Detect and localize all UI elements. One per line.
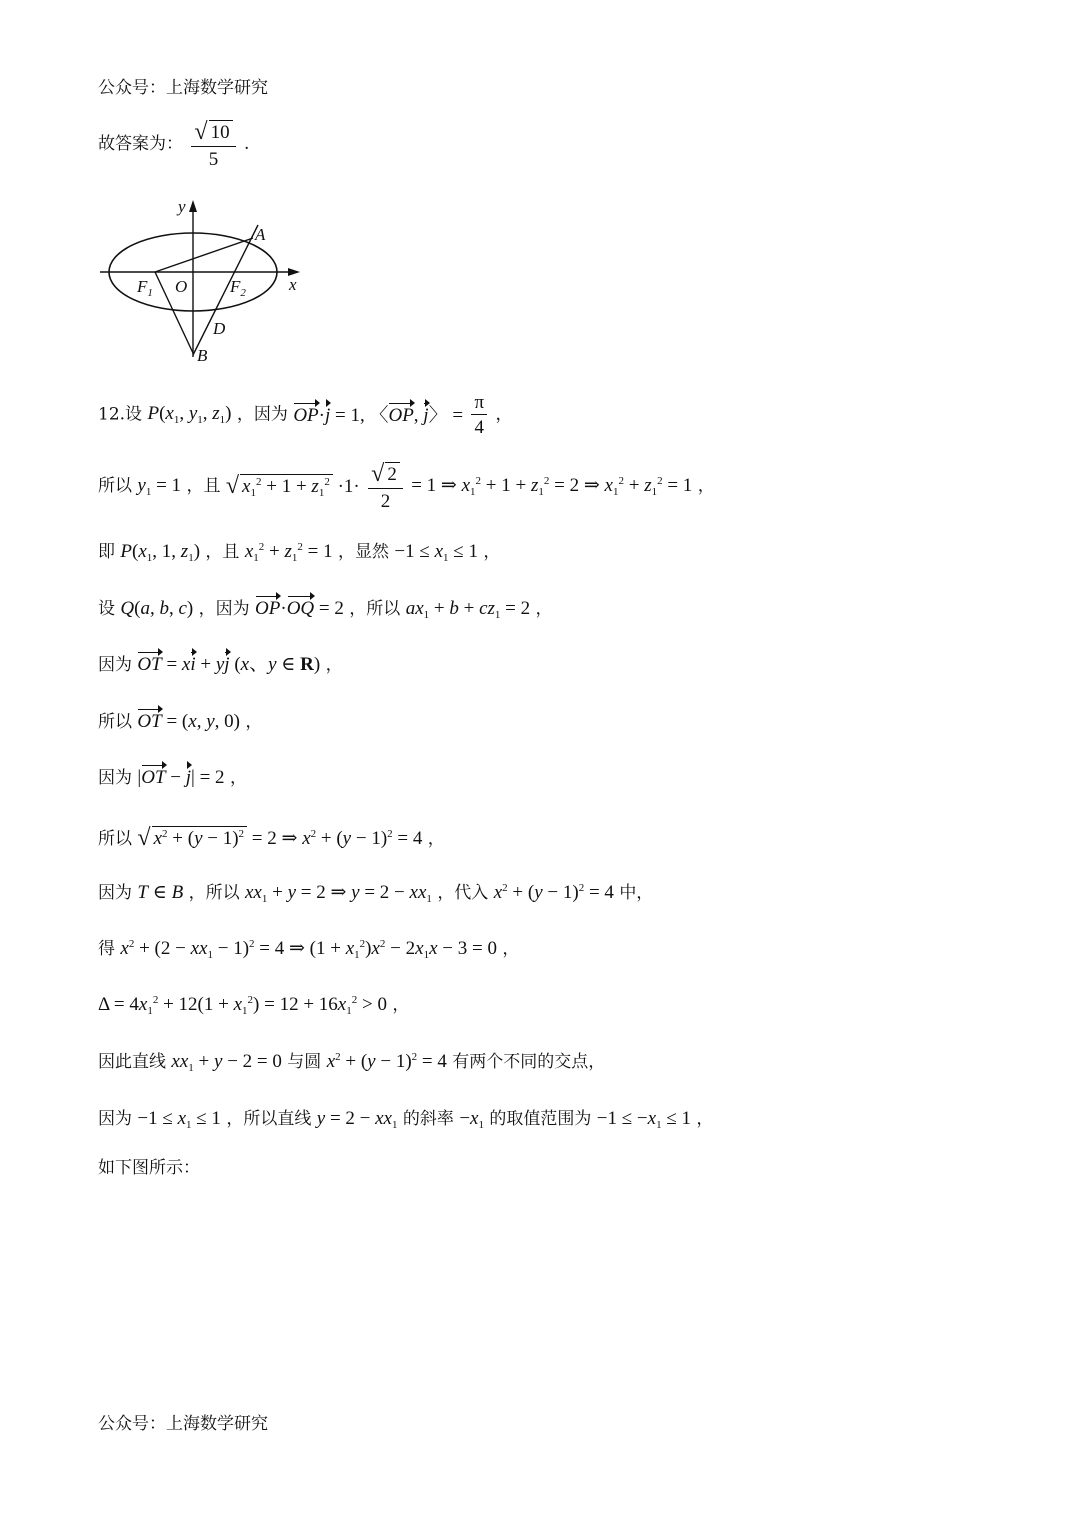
label-o: O <box>175 277 188 296</box>
segment-f1-a <box>155 238 253 272</box>
l2-mid: ，且 <box>186 476 221 496</box>
l2-fraction: $\frac{√ 2}{2}$ <box>368 462 403 511</box>
solution-line-11: $\Delta = 4x_1^2 + 12(1 + x_1^2) = 12 + 16x_1^2 > 0$ ， <box>98 994 410 1017</box>
label-x: x <box>289 275 297 294</box>
l13-end: ， <box>696 1109 714 1129</box>
l5-end: ， <box>325 655 343 675</box>
l10-end: ， <box>502 939 520 959</box>
l4-prefix: 设 <box>98 599 115 619</box>
solution-line-4: 设 Q(a, b, c) ，因为 OP·OQ = 2 ，所以 $ax_1 + b + cz_1 = 2$ ， <box>98 598 553 621</box>
answer-fraction: $\frac{√ 10}{5}$ <box>191 120 235 169</box>
solution-line-1: 12.设 $P(x_1$, $y_1$, $z_1$) ，因为 OP·j = 1, 〈OP, j〉 = $\frac{\pi}{4}$ ， <box>98 392 513 438</box>
l3-mid1: ，且 <box>205 542 240 562</box>
label-b: B <box>197 346 208 365</box>
solution-line-5: 因为 OT = xi + yj (x、y ∈ R) ， <box>98 654 343 675</box>
answer-numerator: 10 <box>209 120 233 142</box>
l13-mid3: 的取值范围为 <box>489 1109 592 1129</box>
solution-line-3: 即 $P(x_1$, 1, $z_1$) ，且 $x_1^2 + z_1^2 = 1$ ，显然 $-1 \le x_1 \le 1$ ， <box>98 541 501 564</box>
l12-end: 有两个不同的交点， <box>452 1052 606 1072</box>
l1-fraction: $\frac{\pi}{4}$ <box>471 393 487 437</box>
l12-mid1: 与圆 <box>287 1052 322 1072</box>
solution-line-10: 得 $x^2 + (2 - xx_1 - 1)^2 = 4$ ⇒ $(1 + x_1^2)x^2 - 2x_1x - 3 = 0$ ， <box>98 938 520 961</box>
l4-mid1: ，因为 <box>198 599 250 619</box>
l10-prefix: 得 <box>98 939 115 959</box>
l2-prefix: 所以 <box>98 476 132 496</box>
l1-mid: ，因为 <box>236 404 288 425</box>
l8-prefix: 所以 <box>98 829 132 849</box>
segment-f1-b <box>155 272 193 353</box>
answer-prefix: 故答案为： <box>98 134 183 154</box>
solution-line-8: 所以 √ $x^2 + (y - 1)^2 = 2$ ⇒ $x^2 + (y - 1)^2 = 4$ ， <box>98 825 445 851</box>
solution-line-12: 因此直线 $xx_1 + y - 2 = 0$ 与圆 $x^2 + (y - 1)^2 = 4$ 有两个不同的交点， <box>98 1051 606 1074</box>
answer-line <box>98 120 249 169</box>
label-d: D <box>213 319 226 338</box>
l13-mid2: 的斜率 <box>402 1109 454 1129</box>
l5-prefix: 因为 <box>98 655 132 675</box>
ellipse-figure <box>95 195 315 370</box>
l1-prefix: 12.设 <box>98 404 143 425</box>
l7-prefix: 因为 <box>98 768 132 788</box>
l9-end: 中， <box>619 883 654 903</box>
solution-line-14: 如下图所示： <box>98 1158 200 1178</box>
l4-end: ， <box>535 599 553 619</box>
l13-mid1: ，所以直线 <box>226 1109 312 1129</box>
l3-prefix: 即 <box>98 542 115 562</box>
l12-prefix: 因此直线 <box>98 1052 166 1072</box>
label-f1: $F_1$ <box>137 277 153 299</box>
l8-end: ， <box>427 829 445 849</box>
solution-line-9: 因为 T ∈ B ，所以 $xx_1 + y = 2$ ⇒ $y = 2 - xx_1$ ，代入 $x^2 + (y - 1)^2 = 4$ 中， <box>98 882 654 905</box>
solution-line-6: 所以 OT = (x, y, 0) ， <box>98 711 263 732</box>
y-axis-arrow <box>189 200 197 212</box>
answer-end: . <box>243 134 250 154</box>
label-a: A <box>255 225 266 244</box>
l3-end: ， <box>483 542 501 562</box>
l6-end: ， <box>245 712 263 732</box>
l1-end: ， <box>495 404 513 425</box>
solution-line-13: 因为 $-1 \le x_1 \le 1$ ，所以直线 $y = 2 - xx_1$ 的斜率 $-x_1$ 的取值范围为 $-1 \le -x_1 \le 1$ ， <box>98 1108 714 1131</box>
solution-line-2: 所以 $y_1 = 1$ ，且 √ $x_1^2 + 1 + z_1^2 \cdot 1\cdot$ $\frac{√ 2}{2}$ = 1 ⇒ $x_1^2 + 1 + z_1^2 = 2$ ⇒ $x_1^2 + z_1^2 = 1$ ， <box>98 461 715 512</box>
label-y: y <box>178 197 186 216</box>
l4-mid2: ，所以 <box>349 599 401 619</box>
footer-watermark: 公众号：上海数学研究 <box>98 1414 268 1434</box>
l7-end: ， <box>229 768 247 788</box>
l9-mid1: ，所以 <box>188 883 240 903</box>
l9-mid2: ，代入 <box>437 883 489 903</box>
l11-end: ， <box>392 995 410 1015</box>
l6-prefix: 所以 <box>98 712 132 732</box>
l2-end: ， <box>697 476 715 496</box>
l3-mid2: ，显然 <box>338 542 390 562</box>
label-f2: $F_2$ <box>230 277 246 299</box>
answer-denominator: 5 <box>208 149 219 170</box>
segment-a-b <box>193 225 258 355</box>
header-watermark: 公众号：上海数学研究 <box>98 78 268 98</box>
l13-prefix: 因为 <box>98 1109 132 1129</box>
solution-line-7: 因为 |OT − j| = 2 ， <box>98 767 247 788</box>
l9-prefix: 因为 <box>98 883 132 903</box>
